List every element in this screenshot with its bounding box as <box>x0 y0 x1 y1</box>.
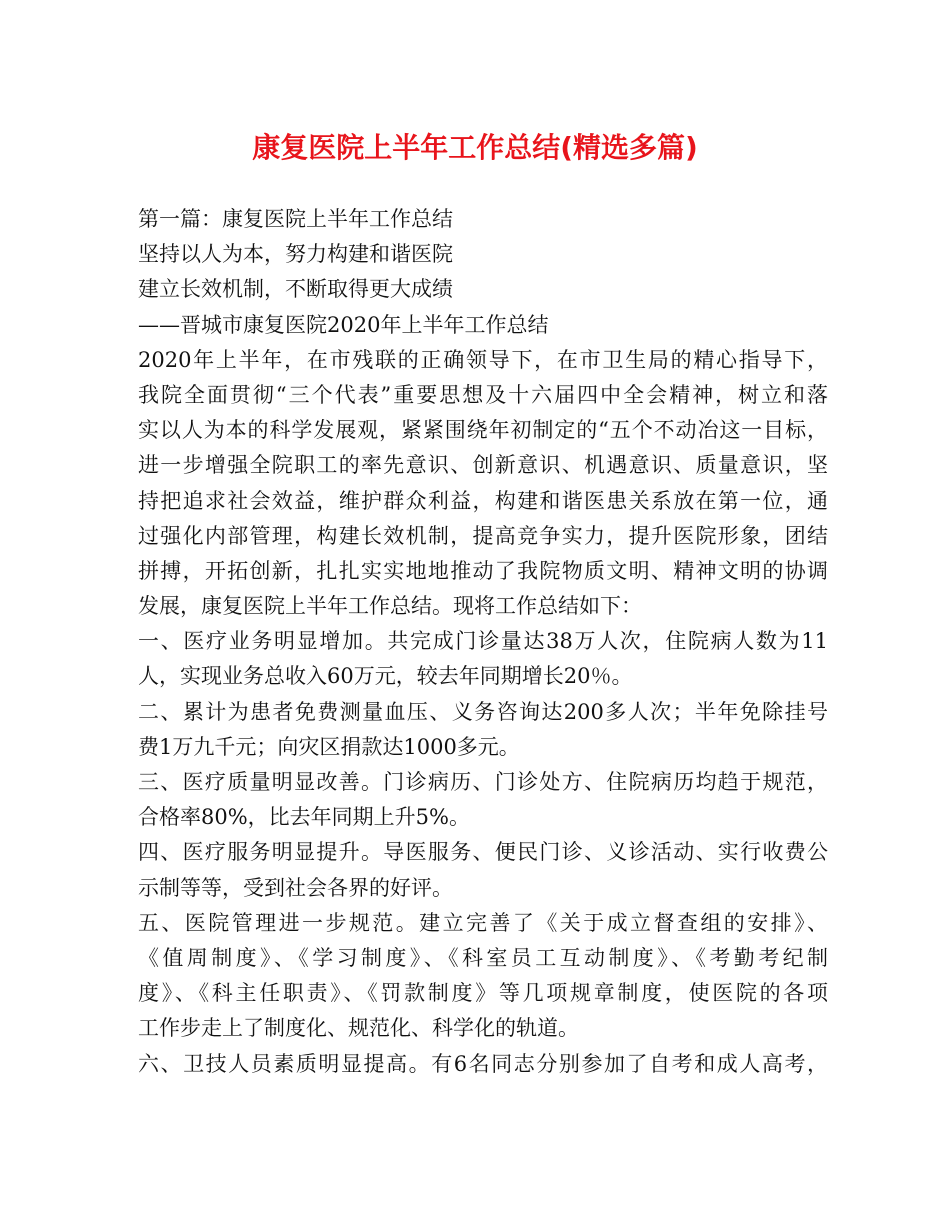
text-line: 五、医院管理进一步规范。建立完善了《关于成立督查组的安排》、 <box>138 910 828 935</box>
text-line: 四、医疗服务明显提升。导医服务、便民门诊、义诊活动、实行收费公 <box>138 840 828 865</box>
text-line: 实以人为本的科学发展观，紧紧围绕年初制定的“五个不动冶这一目标， <box>138 418 828 443</box>
text-line: 六、卫技人员素质明显提高。有6名同志分别参加了自考和成人高考， <box>138 1051 828 1076</box>
text-line: 第一篇：康复医院上半年工作总结 <box>138 207 453 231</box>
text-line: 我院全面贯彻“三个代表”重要思想及十六届四中全会精神，树立和落 <box>138 382 828 407</box>
text-line: 《值周制度》、《学习制度》、《科室员工互动制度》、《考勤考纪制 <box>138 945 828 970</box>
text-line: 发展，康复医院上半年工作总结。现将工作总结如下： <box>138 594 642 619</box>
text-line: 2020年上半年，在市残联的正确领导下，在市卫生局的精心指导下， <box>138 347 828 372</box>
text-line: 一、医疗业务明显增加。共完成门诊量达38万人次，住院病人数为11 <box>138 629 828 654</box>
text-line: 二、累计为患者免费测量血压、义务咨询达200多人次；半年免除挂号 <box>138 699 828 724</box>
text-line: 建立长效机制，不断取得更大成绩 <box>138 277 453 302</box>
text-line: 示制等等，受到社会各界的好评。 <box>138 875 453 900</box>
text-line: 费1万九千元；向灾区捐款达1000多元。 <box>138 734 520 759</box>
text-line: 三、医疗质量明显改善。门诊病历、门诊处方、住院病历均趋于规范， <box>138 770 828 794</box>
document-body <box>138 202 828 1082</box>
text-line: 持把追求社会效益，维护群众利益，构建和谐医患关系放在第一位，通 <box>138 488 828 513</box>
text-line: 度》、《科主任职责》、《罚款制度》等几项规章制度，使医院的各项 <box>138 981 828 1006</box>
text-line: 拼搏，开拓创新，扎扎实实地地推动了我院物质文明、精神文明的协调 <box>138 558 828 583</box>
text-line: 合格率80%，比去年同期上升5%。 <box>138 805 470 830</box>
text-line: 过强化内部管理，构建长效机制，提高竞争实力，提升医院形象，团结 <box>138 523 828 548</box>
text-line: ——晋城市康复医院2020年上半年工作总结 <box>138 312 549 337</box>
text-line: 进一步增强全院职工的率先意识、创新意识、机遇意识、质量意识，坚 <box>138 453 828 478</box>
text-line: 工作步走上了制度化、规范化、科学化的轨道。 <box>138 1016 579 1041</box>
document-title: 康复医院上半年工作总结(精选多篇) <box>252 131 698 164</box>
text-line: 人，实现业务总收入60万元，较去年同期增长20％。 <box>138 664 633 689</box>
text-line: 坚持以人为本，努力构建和谐医院 <box>138 242 453 267</box>
